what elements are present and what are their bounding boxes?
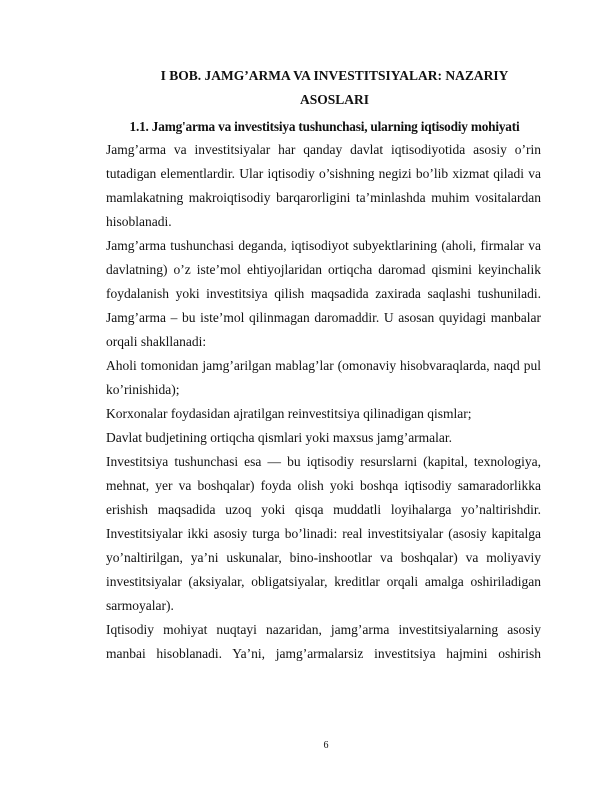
chapter-title: I BOB. JAMG’ARMA VA INVESTITSIYALAR: NAZARIY ASOSLARI	[160, 68, 509, 107]
section-title: 1.1. Jamg'arma va investitsiya tushunchasi, ularning iqtisodiy mohiyati	[129, 119, 520, 134]
paragraph-economic-essence: Iqtisodiy mohiyat nuqtayi nazaridan, jamg’arma investitsiyalarning asosiy manbai hisoblanadi. Ya’ni, jamg’armalarsiz investitsiya hajmini oshirish	[106, 622, 541, 661]
list-item-state-budget: Davlat budjetining ortiqcha qismlari yoki maxsus jamg’armalar.	[106, 430, 453, 445]
page-content	[108, 64, 541, 666]
list-item-corporate-reinvestment: Korxonalar foydasidan ajratilgan reinvestitsiya qilinadigan qismlar;	[106, 406, 472, 421]
list-item-household-savings: Aholi tomonidan jamg’arilgan mablag’lar (omonaviy hisobvaraqlarda, naqd pul ko’rinishida);	[106, 358, 541, 397]
page-number: 6	[323, 740, 329, 751]
paragraph-intro: Jamg’arma va investitsiyalar har qanday davlat iqtisodiyotida asosiy o’rin tutadigan elementlardir. Ular iqtisodiy o’sishning negizi bo’lib xizmat qiladi va mamlakatning makroiqtisodiy barqarorligini ta’minlashda muhim vositalardan hisoblanadi.	[106, 142, 541, 229]
paragraph-savings-definition: Jamg’arma tushunchasi deganda, iqtisodiyot subyektlarining (aholi, firmalar va davlatning) o’z iste’mol ehtiyojlaridan ortiqcha daromad qismini keyinchalik foydalanish yoki investitsiya qilish maqsadida zaxirada saqlashi tushuniladi. Jamg’arma – bu iste’mol qilinmagan daromaddir. U asosan quyidagi manbalar orqali shakllanadi:	[106, 238, 541, 349]
paragraph-investment-definition: Investitsiya tushunchasi esa — bu iqtisodiy resurslarni (kapital, texnologiya, mehnat, yer va boshqalar) foyda olish yoki boshqa iqtisodiy samaradorlikka erishish maqsadida uzoq yoki qisqa muddatli loyihalarga yo’naltirishdir. Investitsiyalar ikki asosiy turga bo’linadi: real investitsiyalar (asosiy kapitalga yo’naltirilgan, ya’ni uskunalar, bino-inshootlar va boshqalar) va moliyaviy investitsiyalar (aksiyalar, obligatsiyalar, kreditlar orqali amalga oshiriladigan sarmoyalar).	[106, 454, 541, 613]
